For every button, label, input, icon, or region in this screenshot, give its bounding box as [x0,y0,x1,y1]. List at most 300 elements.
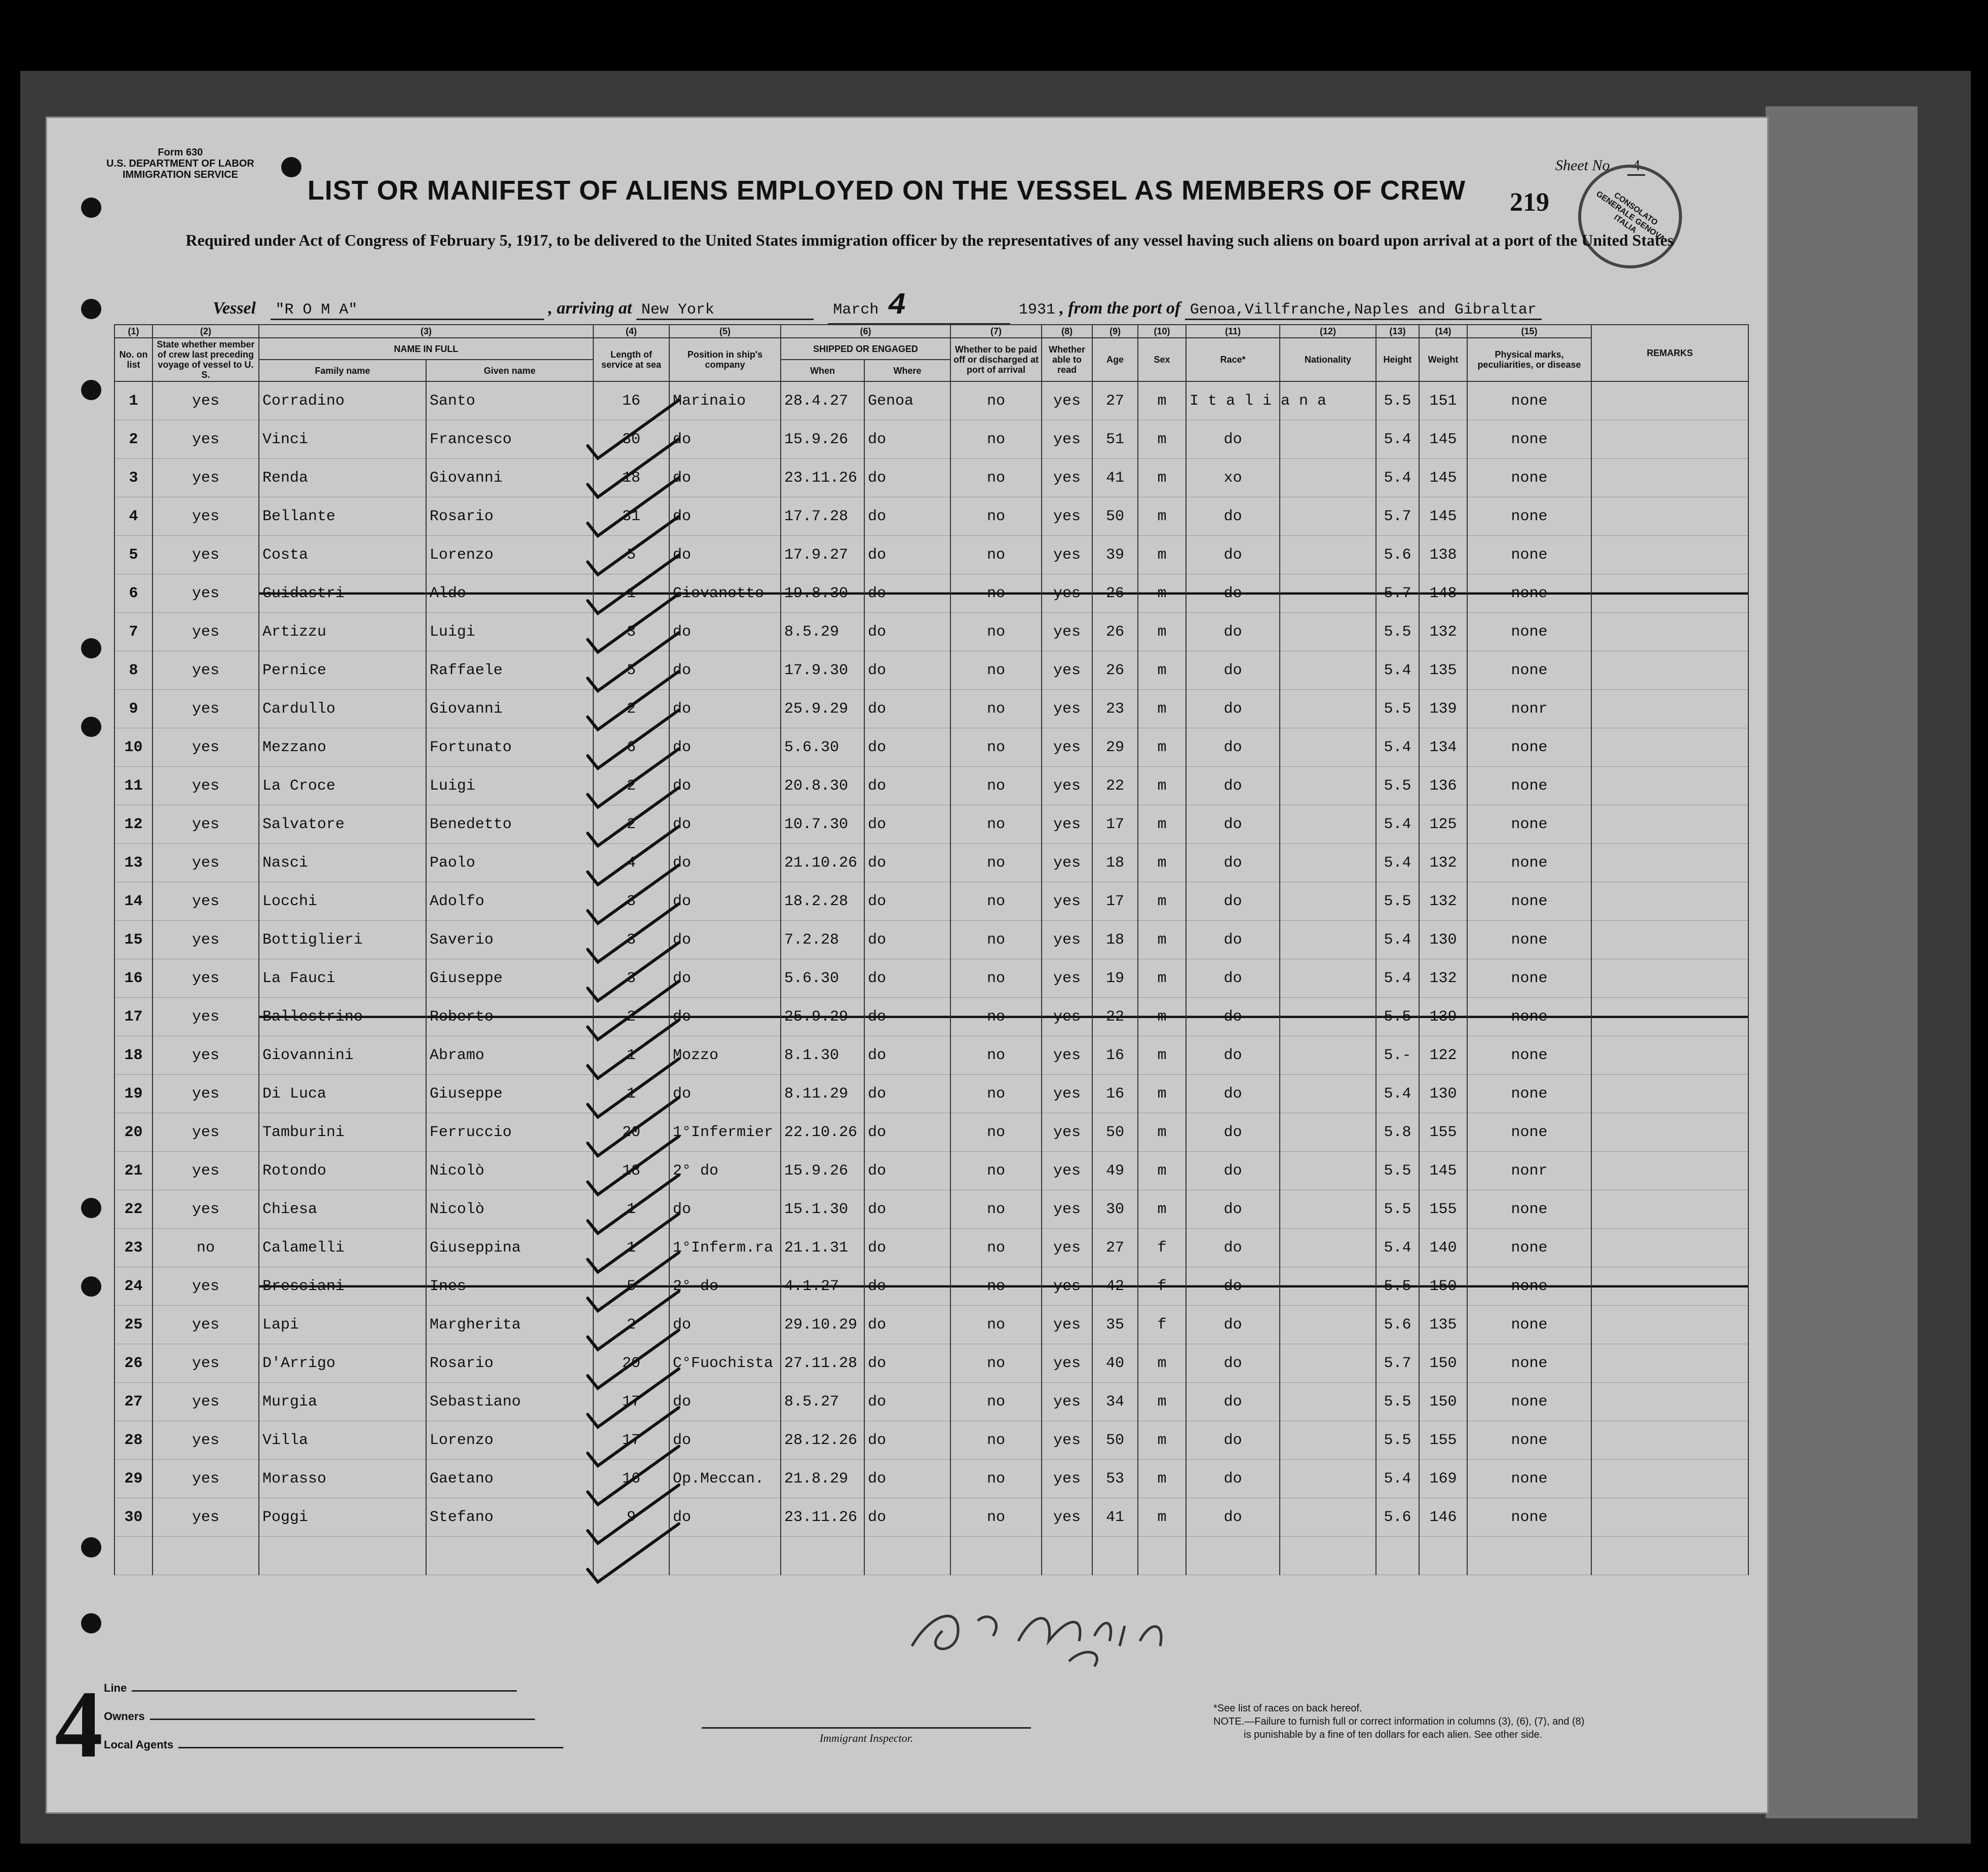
physical-marks-cell: none [1467,1498,1591,1537]
given-name-cell: Gaetano [426,1460,593,1498]
family-name-cell: Salvatore [259,805,426,844]
engaged-date-cell: 8.1.30 [781,1036,864,1075]
family-name-cell: Locchi [259,882,426,921]
weight-cell: 145 [1419,1152,1467,1190]
table-row [114,497,1748,536]
service-length-cell: 3 [593,959,669,998]
age-cell: 23 [1092,690,1138,728]
penalty-note-line1: NOTE.—Failure to furnish full or correct information in columns (3), (6), (7), and (8) [1213,1716,1585,1727]
previous-voyage-cell: yes [152,728,259,767]
engaged-place-cell: do [864,1152,950,1190]
previous-voyage-cell: yes [152,1421,259,1460]
race-cell: do [1186,1190,1280,1229]
weight-cell: 134 [1419,728,1467,767]
arrival-day: 4 [888,289,906,323]
nationality-cell [1280,959,1376,998]
race-cell: do [1186,1460,1280,1498]
paid-off-cell: no [950,1190,1042,1229]
page-title: LIST OR MANIFEST OF ALIENS EMPLOYED ON THE VESSEL AS MEMBERS OF CREW [307,175,1466,206]
height-cell: 5.5 [1376,1383,1419,1421]
previous-voyage-cell: yes [152,1306,259,1344]
engaged-place-cell: do [864,459,950,497]
engaged-date-cell: 8.5.29 [781,613,864,651]
given-name-cell: Nicolò [426,1190,593,1229]
height-cell: 5.4 [1376,1075,1419,1113]
height-cell: 5.4 [1376,959,1419,998]
arrival-year: 1931 [1018,301,1055,319]
remarks-cell [1591,1190,1748,1229]
service-length-cell: 1 [593,1190,669,1229]
age-cell: 16 [1092,1036,1138,1075]
family-name-cell: La Fauci [259,959,426,998]
race-cell: do [1186,420,1280,459]
given-name-cell: Luigi [426,613,593,651]
family-name-cell: Rotondo [259,1152,426,1190]
previous-voyage-cell: yes [152,1075,259,1113]
position-cell: Mozzo [669,1036,781,1075]
list-number-cell: 21 [114,1152,152,1190]
engaged-place-cell: do [864,921,950,959]
sex-cell: m [1138,381,1186,420]
engaged-date-cell: 10.7.30 [781,805,864,844]
position-cell: do [669,1190,781,1229]
height-cell: 5.5 [1376,613,1419,651]
nationality-cell [1280,1306,1376,1344]
race-cell: xo [1186,459,1280,497]
able-to-read-cell: yes [1042,1113,1092,1152]
nationality-cell [1280,497,1376,536]
list-number-cell: 15 [114,921,152,959]
sheet-number: 4 [1627,157,1645,176]
race-cell: do [1186,1421,1280,1460]
list-number-cell: 22 [114,1190,152,1229]
engaged-place-cell: do [864,574,950,613]
race-cell: do [1186,959,1280,998]
able-to-read-cell: yes [1042,1190,1092,1229]
binder-hole [81,717,101,737]
list-number-cell: 9 [114,690,152,728]
nationality-cell [1280,420,1376,459]
table-row [114,1075,1748,1113]
given-name-cell: Nicolò [426,1152,593,1190]
line-label: Line [104,1682,127,1694]
col-number: (15) [1467,325,1591,338]
vessel-info-line [213,289,1542,325]
able-to-read-cell: yes [1042,1344,1092,1383]
crew-rows [114,381,1748,1537]
given-name-cell: Aldo [426,574,593,613]
previous-voyage-cell: yes [152,959,259,998]
name-in-full-header: NAME IN FULL [259,338,593,360]
given-name-cell: Lorenzo [426,1421,593,1460]
physical-marks-cell: nonr [1467,1152,1591,1190]
remarks-cell [1591,1075,1748,1113]
engaged-date-cell: 17.9.27 [781,536,864,574]
remarks-cell [1591,844,1748,882]
engaged-place-cell: do [864,844,950,882]
paid-off-cell: no [950,728,1042,767]
age-cell: 50 [1092,497,1138,536]
engaged-date-cell: 4.1.27 [781,1267,864,1306]
sex-cell: m [1138,1190,1186,1229]
engaged-place-cell: do [864,998,950,1036]
service-length-cell: 3 [593,613,669,651]
engaged-place-cell: do [864,536,950,574]
table-row [114,420,1748,459]
able-to-read-cell: yes [1042,1306,1092,1344]
able-to-read-cell: yes [1042,1421,1092,1460]
paid-off-cell: no [950,1383,1042,1421]
agents-label: Local Agents [104,1738,174,1751]
engaged-date-cell: 8.11.29 [781,1075,864,1113]
list-number-cell: 10 [114,728,152,767]
list-number-cell: 8 [114,651,152,690]
service-length-cell: 31 [593,497,669,536]
position-cell: do [669,690,781,728]
height-cell: 5.5 [1376,690,1419,728]
age-cell: 18 [1092,921,1138,959]
position-cell: do [669,959,781,998]
height-cell: 5.5 [1376,767,1419,805]
previous-voyage-cell: yes [152,536,259,574]
weight-cell: 122 [1419,1036,1467,1075]
vessel-name: "R O M A" [271,301,544,320]
paid-off-cell: no [950,921,1042,959]
physical-marks-cell: none [1467,613,1591,651]
sex-cell: m [1138,882,1186,921]
table-row [114,1113,1748,1152]
height-cell: 5.6 [1376,536,1419,574]
blank-row [114,1537,1748,1575]
sex-cell: m [1138,921,1186,959]
sex-cell: m [1138,805,1186,844]
sheet-label: Sheet No. [1555,157,1614,174]
position-cell: Op.Meccan. [669,1460,781,1498]
weight-cell: 132 [1419,844,1467,882]
where-header: Where [864,360,950,381]
nationality-cell [1280,1460,1376,1498]
binder-hole [81,299,101,319]
able-to-read-cell: yes [1042,690,1092,728]
sex-cell: m [1138,728,1186,767]
height-cell: 5.5 [1376,381,1419,420]
col-number: (11) [1186,325,1280,338]
given-name-cell: Margherita [426,1306,593,1344]
paid-off-cell: no [950,767,1042,805]
physical-marks-header: Physical marks, peculiarities, or disease [1467,338,1591,381]
race-cell: do [1186,767,1280,805]
weight-cell: 130 [1419,921,1467,959]
race-cell: do [1186,1036,1280,1075]
engaged-place-cell: do [864,613,950,651]
list-number-cell: 27 [114,1383,152,1421]
previous-voyage-cell: yes [152,998,259,1036]
age-cell: 22 [1092,767,1138,805]
weight-cell: 132 [1419,613,1467,651]
service-length-cell: 16 [593,1460,669,1498]
engaged-place-cell: do [864,1460,950,1498]
height-cell: 5.5 [1376,882,1419,921]
physical-marks-cell: none [1467,1421,1591,1460]
nationality-cell [1280,998,1376,1036]
service-length-cell: 1 [593,1229,669,1267]
list-number-cell: 26 [114,1344,152,1383]
table-row [114,921,1748,959]
page-number: 219 [1510,188,1549,217]
table-row [114,882,1748,921]
age-cell: 22 [1092,998,1138,1036]
able-to-read-cell: yes [1042,959,1092,998]
position-cell: do [669,1498,781,1537]
position-cell: do [669,1306,781,1344]
height-cell: 5.4 [1376,651,1419,690]
age-cell: 19 [1092,959,1138,998]
nationality-cell [1280,1190,1376,1229]
engaged-place-cell: do [864,420,950,459]
weight-cell: 140 [1419,1229,1467,1267]
age-cell: 51 [1092,420,1138,459]
table-row [114,381,1748,420]
nationality-cell [1280,651,1376,690]
weight-cell: 145 [1419,459,1467,497]
nationality-cell [1280,1344,1376,1383]
height-cell: 5.5 [1376,1267,1419,1306]
age-cell: 26 [1092,651,1138,690]
weight-cell: 125 [1419,805,1467,844]
able-to-read-cell: yes [1042,1036,1092,1075]
engaged-date-cell: 20.8.30 [781,767,864,805]
service-length-cell: 6 [593,728,669,767]
able-to-read-cell: yes [1042,1152,1092,1190]
table-row [114,1190,1748,1229]
binder-hole [81,1198,101,1218]
age-cell: 16 [1092,1075,1138,1113]
height-cell: 5.6 [1376,1498,1419,1537]
weight-cell: 145 [1419,497,1467,536]
engaged-date-cell: 25.9.29 [781,998,864,1036]
table-row [114,1306,1748,1344]
nationality-cell [1280,844,1376,882]
previous-voyage-header: State whether member of crew last preceding voyage of vessel to U. S. [152,338,259,381]
col-number: (9) [1092,325,1138,338]
weight-cell: 139 [1419,690,1467,728]
col-number: (3) [259,325,593,338]
height-cell: 5.6 [1376,1306,1419,1344]
list-number-cell: 24 [114,1267,152,1306]
owners-label: Owners [104,1710,145,1723]
service-length-cell: 2 [593,690,669,728]
engaged-date-cell: 29.10.29 [781,1306,864,1344]
remarks-cell [1591,959,1748,998]
service-length-cell: 17 [593,1421,669,1460]
paid-off-cell: no [950,1460,1042,1498]
remarks-cell [1591,1267,1748,1306]
previous-voyage-cell: yes [152,651,259,690]
age-cell: 26 [1092,574,1138,613]
paid-off-cell: no [950,844,1042,882]
paid-off-cell: no [950,1267,1042,1306]
race-cell: do [1186,1306,1280,1344]
nationality-cell [1280,1421,1376,1460]
engaged-place-cell: do [864,1344,950,1383]
service-length-cell: 1 [593,1075,669,1113]
engaged-date-cell: 18.2.28 [781,882,864,921]
physical-marks-cell: none [1467,651,1591,690]
when-header: When [781,360,864,381]
race-cell: do [1186,1075,1280,1113]
given-name-cell: Giuseppina [426,1229,593,1267]
service-length-cell: 2 [593,1306,669,1344]
binder-hole [281,157,301,177]
age-cell: 27 [1092,381,1138,420]
engaged-place-cell: do [864,1383,950,1421]
able-to-read-cell: yes [1042,728,1092,767]
list-number-cell: 19 [114,1075,152,1113]
weight-cell: 146 [1419,1498,1467,1537]
engaged-place-cell: do [864,728,950,767]
position-cell: 1°Inferm.ra [669,1229,781,1267]
engaged-place-cell: do [864,651,950,690]
paid-off-cell: no [950,574,1042,613]
table-row [114,459,1748,497]
arriving-label: , arriving at [548,299,632,318]
list-number-cell: 25 [114,1306,152,1344]
binder-hole [81,1613,101,1633]
given-name-cell: Adolfo [426,882,593,921]
table-row [114,690,1748,728]
vessel-label: Vessel [213,299,256,318]
weight-cell: 135 [1419,651,1467,690]
engaged-date-cell: 21.10.26 [781,844,864,882]
remarks-cell [1591,690,1748,728]
service-length-cell: 3 [593,882,669,921]
adjacent-page-edge [1766,106,1918,1818]
service-length-cell: 5 [593,651,669,690]
engaged-place-cell: do [864,1036,950,1075]
service-length-cell: 16 [593,381,669,420]
remarks-cell [1591,921,1748,959]
race-cell: do [1186,1229,1280,1267]
engaged-date-cell: 5.6.30 [781,728,864,767]
col-number: (7) [950,325,1042,338]
nationality-cell [1280,767,1376,805]
family-name-cell: Bellante [259,497,426,536]
race-cell: do [1186,690,1280,728]
given-name-cell: Fortunato [426,728,593,767]
family-name-cell: Calamelli [259,1229,426,1267]
given-name-cell: Benedetto [426,805,593,844]
able-to-read-cell: yes [1042,497,1092,536]
engaged-date-cell: 21.1.31 [781,1229,864,1267]
position-cell: do [669,728,781,767]
remarks-cell [1591,1460,1748,1498]
engaged-place-cell: do [864,1306,950,1344]
blank-rows [114,1537,1748,1575]
list-number-cell: 3 [114,459,152,497]
col-number: (2) [152,325,259,338]
position-cell: do [669,497,781,536]
height-cell: 5.5 [1376,1152,1419,1190]
sex-cell: m [1138,690,1186,728]
paid-off-cell: no [950,959,1042,998]
previous-voyage-cell: yes [152,805,259,844]
remarks-header: REMARKS [1591,325,1748,381]
given-name-cell: Lorenzo [426,536,593,574]
sex-cell: m [1138,1344,1186,1383]
height-cell: 5.4 [1376,728,1419,767]
height-cell: 5.7 [1376,497,1419,536]
engaged-date-cell: 25.9.29 [781,690,864,728]
crew-manifest-table [114,324,1749,1575]
engaged-date-cell: 28.12.26 [781,1421,864,1460]
from-port: Genoa,Villfranche,Naples and Gibraltar [1185,301,1542,320]
given-name-cell: Roberto [426,998,593,1036]
col-number: (8) [1042,325,1092,338]
remarks-cell [1591,1383,1748,1421]
race-cell: do [1186,1498,1280,1537]
engaged-date-cell: 8.5.27 [781,1383,864,1421]
race-cell: do [1186,651,1280,690]
given-name-cell: Stefano [426,1498,593,1537]
previous-voyage-cell: yes [152,1152,259,1190]
physical-marks-cell: none [1467,420,1591,459]
service-length-cell: 9 [593,1498,669,1537]
race-cell: do [1186,1267,1280,1306]
previous-voyage-cell: yes [152,1460,259,1498]
physical-marks-cell: none [1467,1113,1591,1152]
family-name-cell: Artizzu [259,613,426,651]
sex-cell: m [1138,844,1186,882]
remarks-cell [1591,1498,1748,1537]
race-cell: do [1186,844,1280,882]
checkmark-30 [588,1524,679,1582]
family-name-cell: La Croce [259,767,426,805]
nationality-cell [1280,613,1376,651]
nationality-cell [1280,1036,1376,1075]
nationality-cell [1280,1498,1376,1537]
family-name-cell: Lapi [259,1306,426,1344]
service-length-cell: 3 [593,921,669,959]
race-cell: do [1186,536,1280,574]
weight-cell: 151 [1419,381,1467,420]
previous-voyage-cell: yes [152,574,259,613]
list-number-cell: 4 [114,497,152,536]
list-number-cell: 11 [114,767,152,805]
given-name-cell: Santo [426,381,593,420]
able-to-read-cell: yes [1042,459,1092,497]
service-length-cell: 18 [593,459,669,497]
line-field [132,1690,517,1692]
list-number-cell: 7 [114,613,152,651]
physical-marks-cell: none [1467,1075,1591,1113]
position-cell: do [669,998,781,1036]
nationality-cell [1280,1229,1376,1267]
weight-cell: 132 [1419,959,1467,998]
engaged-place-cell: do [864,805,950,844]
arrival-month: March [833,301,879,319]
position-cell: do [669,1421,781,1460]
table-row [114,1229,1748,1267]
binder-hole [81,1276,101,1297]
age-cell: 18 [1092,844,1138,882]
sex-cell: f [1138,1306,1186,1344]
race-cell: do [1186,1383,1280,1421]
list-number-cell: 17 [114,998,152,1036]
age-cell: 17 [1092,805,1138,844]
service-length-cell: 30 [593,420,669,459]
table-row [114,536,1748,574]
physical-marks-cell: none [1467,728,1591,767]
